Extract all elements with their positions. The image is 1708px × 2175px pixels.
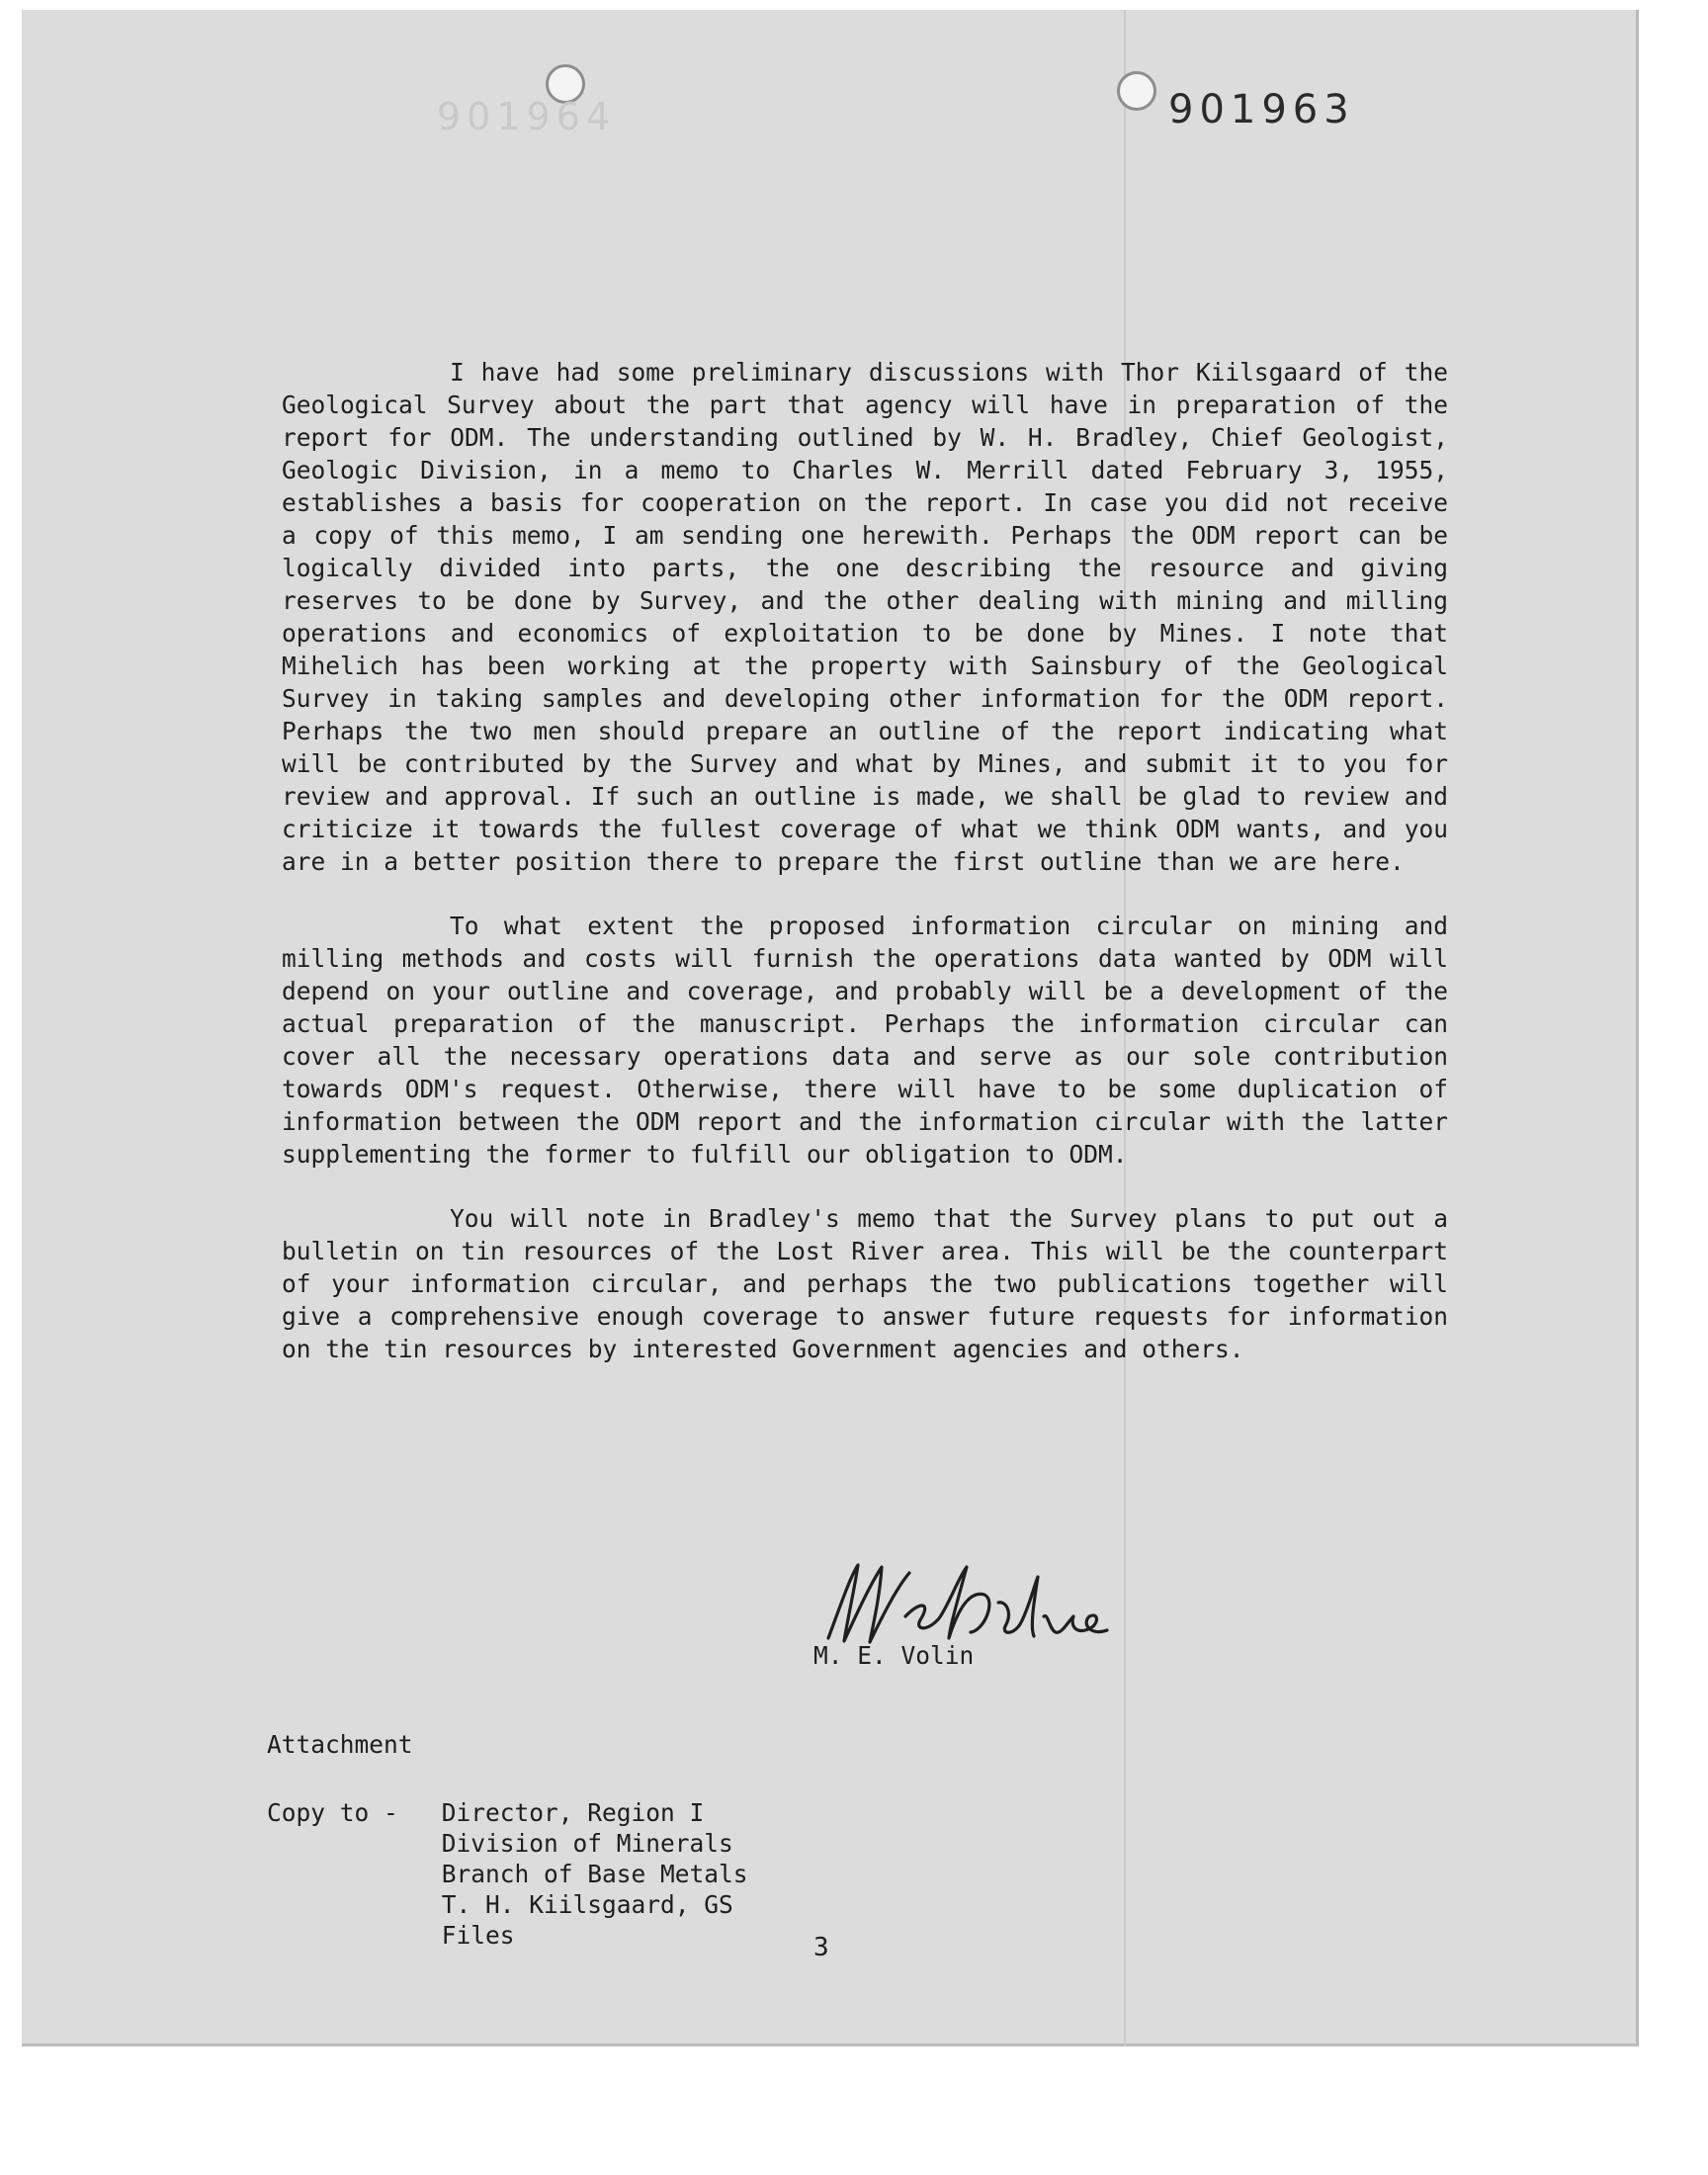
recipient: Director, Region I (441, 1798, 705, 1827)
file-number: 901963 (1168, 87, 1355, 132)
recipient: Branch of Base Metals (441, 1860, 748, 1888)
paragraph-3: You will note in Bradley's memo that the Survey plans to put out a bulletin on tin resources of the Lost River area. This will be the counterpart of your information circular, and perhaps the two publications together will give a comprehensive enough coverage to answer future requests for information on the tin resources by interested Government agencies and others. (282, 1204, 1448, 1363)
copy-to-block (267, 1797, 748, 1951)
recipient: T. H. Kiilsgaard, GS (441, 1890, 733, 1919)
letter-body (282, 356, 1448, 1397)
recipient: Files (441, 1921, 515, 1950)
punch-hole (1117, 71, 1156, 111)
copy-to-label: Copy to - (267, 1798, 398, 1827)
paragraph-2: To what extent the proposed information circular on mining and milling methods and costs will furnish the operations data wanted by ODM will depend on your outline and coverage, and probably will be a development of the actual preparation of the manuscript. Perhaps the information circular can cover all the necessary operations data and serve as our sole contribution towards ODM's request. Otherwise, there will have to be some duplication of information between the ODM report and the information circular with the latter supplementing the former to fulfill our obligation to ODM. (282, 912, 1448, 1169)
attachment-note: Attachment (267, 1730, 413, 1759)
recipient: Division of Minerals (441, 1829, 733, 1858)
recipient-list (442, 1797, 748, 1951)
bleed-through-number: 901964 (437, 95, 617, 138)
paragraph-1: I have had some preliminary discussions with Thor Kiilsgaard of the Geological Survey about the part that agency will have in preparation of the report for ODM. The understanding outlined by W. H. Bradley, Chief Geologist, Geologic Division, in a memo to Charles W. Merrill dated February 3, 1955, establishes a basis for cooperation on the report. In case you did not receive a copy of this memo, I am sending one herewith. Perhaps the ODM report can be logically divided into parts, the one describing the resource and giving reserves to be done by Survey, and the other dealing with mining and milling operations and economics of exploitation to be done by Mines. I note that Mihelich has been working at the property with Sainsbury of the Geological Survey in taking samples and developing other information for the ODM report. Perhaps the two men should prepare an outline of the report indicating what will be contributed by the Survey and what by Mines, and submit it to you for review and approval. If such an outline is made, we shall be glad to review and criticize it towards the fullest coverage of what we think ODM wants, and you are in a better position there to prepare the first outline than we are here. (282, 358, 1448, 876)
signer-name: M. E. Volin (813, 1641, 975, 1670)
page-number: 3 (813, 1933, 829, 1962)
